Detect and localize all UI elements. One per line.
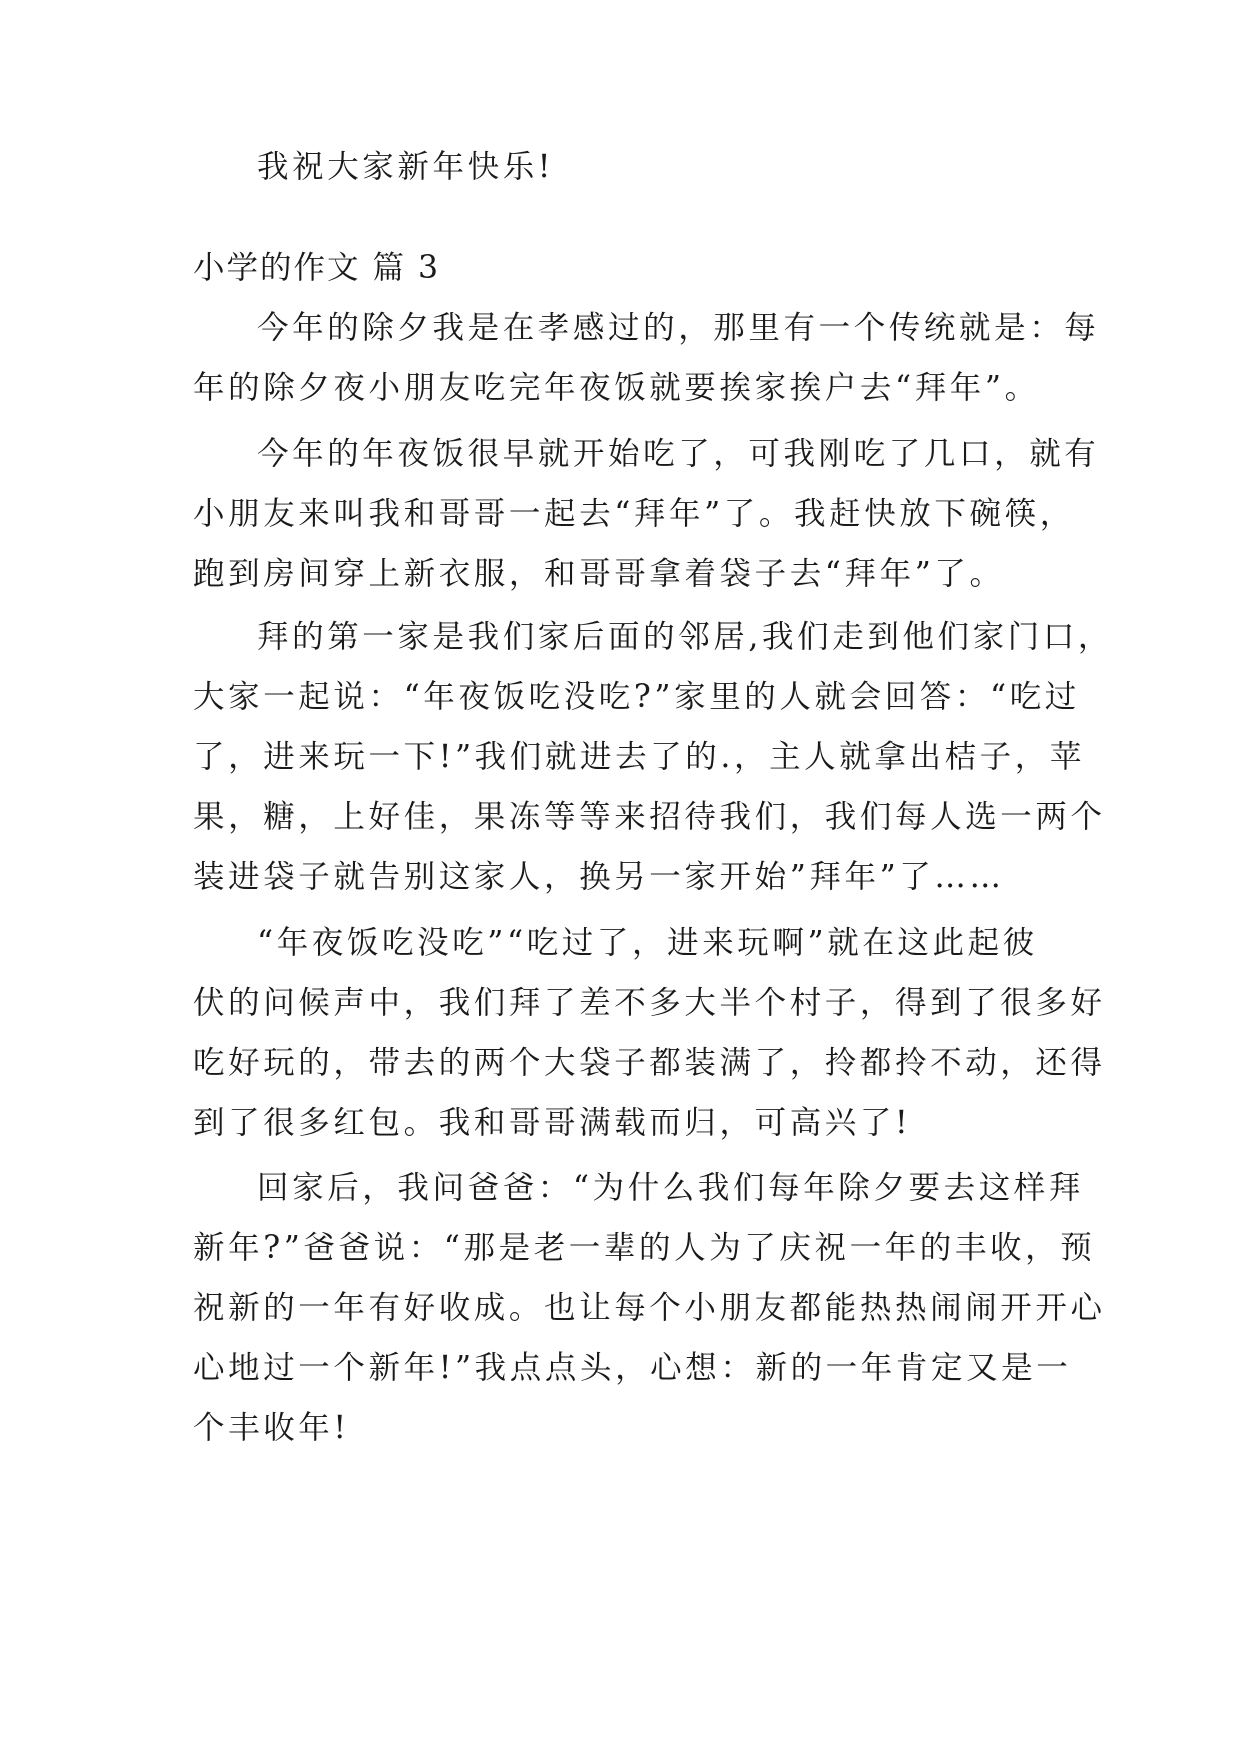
paragraph-4-line-4: 到了很多红包。我和哥哥满载而归，可高兴了!	[193, 1105, 912, 1141]
closing-line: 我祝大家新年快乐!	[257, 149, 555, 185]
paragraph-5-line-3: 祝新的一年有好收成。也让每个小朋友都能热热闹闹开开心	[193, 1290, 1106, 1326]
paragraph-1-line-2: 年的除夕夜小朋友吃完年夜饭就要挨家挨户去“拜年”。	[193, 370, 1040, 406]
paragraph-4-line-2: 伏的问候声中，我们拜了差不多大半个村子，得到了很多好	[193, 985, 1106, 1021]
paragraph-3-line-4: 果，糖，上好佳，果冻等等来招待我们，我们每人选一两个	[193, 799, 1106, 835]
paragraph-2-line-3: 跑到房间穿上新衣服，和哥哥拿着袋子去“拜年”了。	[193, 556, 1005, 592]
paragraph-3-line-5: 装进袋子就告别这家人，换另一家开始”拜年”了……	[193, 859, 1005, 895]
paragraph-5-line-2: 新年?”爸爸说：“那是老一辈的人为了庆祝一年的丰收，预	[193, 1230, 1096, 1266]
paragraph-5-line-4: 心地过一个新年!”我点点头，心想：新的一年肯定又是一	[193, 1350, 1072, 1386]
paragraph-5-line-1: 回家后，我问爸爸：“为什么我们每年除夕要去这样拜	[257, 1170, 1085, 1206]
paragraph-3-line-2: 大家一起说：“年夜饭吃没吃?”家里的人就会回答：“吃过	[193, 679, 1080, 715]
paragraph-4-line-3: 吃好玩的，带去的两个大袋子都装满了，拎都拎不动，还得	[193, 1045, 1106, 1081]
paragraph-3-line-3: 了，进来玩一下!”我们就进去了的.，主人就拿出桔子，苹	[193, 739, 1085, 775]
paragraph-2-line-2: 小朋友来叫我和哥哥一起去“拜年”了。我赶快放下碗筷，	[193, 496, 1075, 532]
section-heading: 小学的作文 篇 3	[193, 250, 441, 286]
paragraph-3-line-1: 拜的第一家是我们家后面的邻居,我们走到他们家门口，	[257, 619, 1114, 655]
paragraph-2-line-1: 今年的年夜饭很早就开始吃了，可我刚吃了几口，就有	[257, 436, 1100, 472]
paragraph-1-line-1: 今年的除夕我是在孝感过的，那里有一个传统就是：每	[257, 310, 1100, 346]
paragraph-4-line-1: “年夜饭吃没吃”“吃过了，进来玩啊”就在这此起彼	[257, 925, 1038, 961]
paragraph-5-line-5: 个丰收年!	[193, 1410, 350, 1446]
